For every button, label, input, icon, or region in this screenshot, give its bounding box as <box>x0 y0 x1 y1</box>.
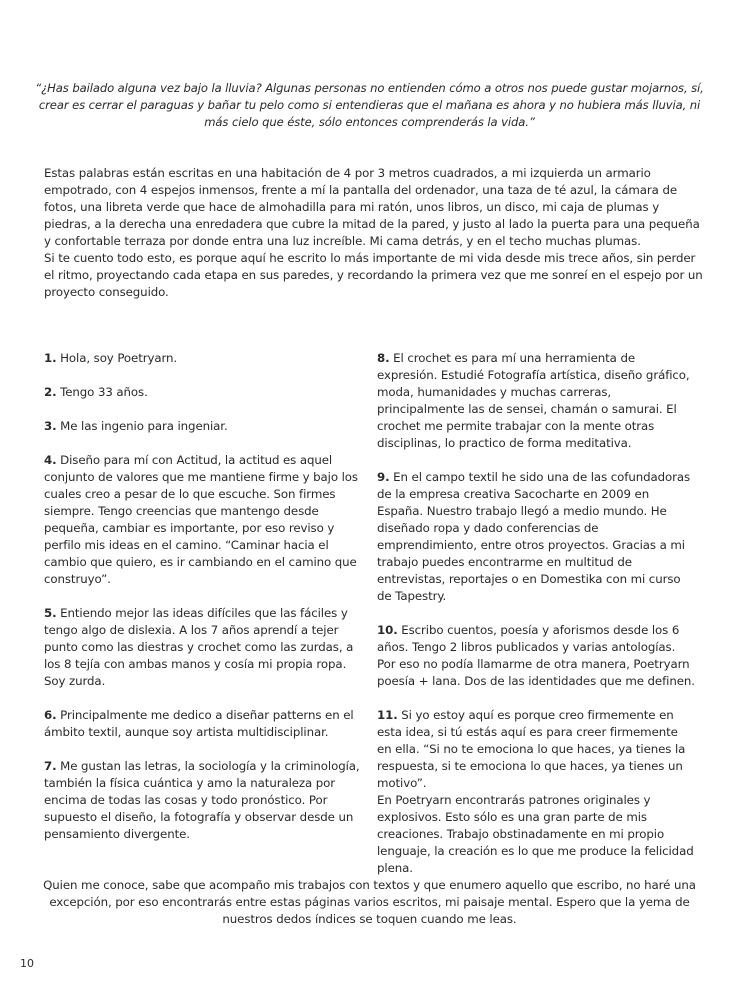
item-text: Tengo 33 años. <box>56 385 148 399</box>
item-text: Escribo cuentos, poesía y aforismos desde los 6 años. Tengo 2 libros publicados y varias antologías. Por eso no podía llamarme de otra manera, Poetryarn poesía + lana. Dos de las identidades que me definen. <box>377 623 695 688</box>
item-text: Entiendo mejor las ideas difíciles que las fáciles y tengo algo de dislexia. A los 7 años aprendí a tejer punto como las diestras y crochet como las zurdas, a los 8 tejía con ambas manos y cosía mi propia ropa. Soy zurda. <box>44 606 354 688</box>
item-text: Principalmente me dedico a diseñar patterns en el ámbito textil, aunque soy artista multidisciplinar. <box>44 708 354 739</box>
list-item-2 <box>44 384 364 401</box>
item-text: Me las ingenio para ingeniar. <box>56 419 228 433</box>
item-number: 3. <box>44 419 57 433</box>
list-item-6 <box>44 707 364 741</box>
closing-paragraph: Quien me conoce, sabe que acompaño mis trabajos con textos y que enumero aquello que escribo, no haré una excepción, por eso encontrarás entre estas páginas varios escritos, mi paisaje mental. Espero que la yema de nuestros dedos índices se toquen cuando me leas. <box>43 878 696 926</box>
list-item-4 <box>44 452 364 588</box>
list-item-3 <box>44 418 364 435</box>
item-text: Si yo estoy aquí es porque creo firmemente en esta idea, si tú estás aquí es para creer firmemente en ella. “Si no te emociona lo que haces, ya tienes la respuesta, si te emociona lo que haces, ya tienes un motivo”. En Poetryarn encontrarás patrones originales y explosivos. Esto sólo es una gran parte de mis creaciones. Trabajo obstinadamente en mi propio lenguaje, la creación es lo que me produce la felicidad plena. <box>377 708 694 875</box>
list-item-1 <box>44 350 364 367</box>
list-item-10 <box>377 622 695 690</box>
item-number: 8. <box>377 351 390 365</box>
item-number: 5. <box>44 606 57 620</box>
item-number: 1. <box>44 351 57 365</box>
item-number: 2. <box>44 385 57 399</box>
list-item-11 <box>377 707 695 877</box>
item-text: En el campo textil he sido una de las cofundadoras de la empresa creativa Sacocharte en 2009 en España. Nuestro trabajo llegó a medio mundo. He diseñado ropa y dado conferencias de emprendimiento, entre otros proyectos. Gracias a mi trabajo puedes encontrarme en multitud de entrevistas, reportajes o en Domestika con mi curso de Tapestry. <box>377 470 691 603</box>
list-item-5 <box>44 605 364 690</box>
item-number: 7. <box>44 759 57 773</box>
item-number: 6. <box>44 708 57 722</box>
item-text: Me gustan las letras, la sociología y la criminología, también la física cuántica y amo la naturaleza por encima de todas las cosas y todo pronóstico. Por supuesto el diseño, la fotografía y observar desde un pensamiento divergente. <box>44 759 360 841</box>
item-number: 11. <box>377 708 398 722</box>
item-text: El crochet es para mí una herramienta de expresión. Estudié Fotografía artística, diseño gráfico, moda, humanidades y muchas carreras, principalmente las de sensei, chamán o samurai. El crochet me permite trabajar con la mente otras disciplinas, lo practico de forma meditativa. <box>377 351 690 450</box>
item-number: 9. <box>377 470 390 484</box>
list-item-7 <box>44 758 364 843</box>
intro-paragraph-2: Si te cuento todo esto, es porque aquí he escrito lo más importante de mi vida desde mis trece años, sin perder el ritmo, proyectando cada etapa en sus paredes, y recordando la primera vez que me sonreí en el espejo por un proyecto conseguido. <box>44 251 703 299</box>
item-number: 10. <box>377 623 398 637</box>
intro-section <box>44 165 704 301</box>
list-item-8 <box>377 350 695 452</box>
page-number: 10 <box>20 957 34 970</box>
item-text: Diseño para mí con Actitud, la actitud es aquel conjunto de valores que me mantiene firme y bajo los cuales creo a pesar de lo que escuche. Son firmes siempre. Tengo creencias que mantengo desde pequeña, cambiar es importante, por eso reviso y perfilo mis ideas en el camino. “Caminar hacia el cambio que quiero, es ir cambiando en el camino que construyo”. <box>44 453 358 586</box>
intro-paragraph-1: Estas palabras están escritas en una habitación de 4 por 3 metros cuadrados, a mi izquierda un armario empotrado, con 4 espejos inmensos, frente a mí la pantalla del ordenador, una taza de té azul, la cámara de fotos, una libreta verde que hace de almohadilla para mi ratón, unos libros, un disco, mi caja de plumas y piedras, a la derecha una enredadera que cubre la mitad de la pared, y justo al lado la puerta para una pequeña y confortable terraza por donde entra una luz increíble. Mi cama detrás, y en el techo muchas plumas. <box>44 166 700 248</box>
right-column <box>377 350 695 894</box>
opening-quote: “¿Has bailado alguna vez bajo la lluvia? Algunas personas no entienden cómo a otros nos puede gustar mojarnos, sí, crear es cerrar el paraguas y bañar tu pelo como si entendieras que el mañana es ahora y no hubiera más lluvia, ni más cielo que éste, sólo entonces comprenderás la vida.” <box>35 81 704 129</box>
left-column <box>44 350 364 860</box>
item-number: 4. <box>44 453 57 467</box>
item-text: Hola, soy Poetryarn. <box>56 351 178 365</box>
list-item-9 <box>377 469 695 605</box>
